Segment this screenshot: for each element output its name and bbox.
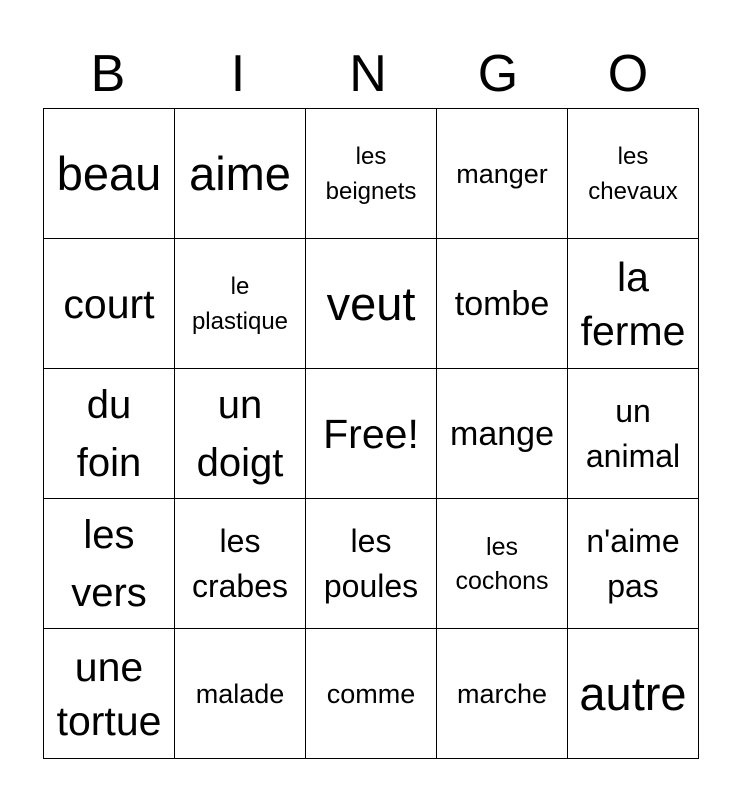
cell-label: veut (326, 276, 416, 330)
cell-label: aime (189, 146, 291, 200)
board-row (44, 109, 699, 239)
bingo-cell[interactable] (437, 109, 568, 239)
cell-label: tombe (454, 284, 550, 323)
cell-label: une tortue (56, 643, 162, 744)
bingo-cell[interactable] (175, 629, 306, 759)
cell-label: les vers (71, 512, 147, 615)
cell-label: du foin (76, 382, 142, 485)
bingo-cell[interactable] (44, 239, 175, 369)
bingo-cell[interactable] (306, 239, 437, 369)
bingo-cell[interactable] (437, 239, 568, 369)
bingo-board (43, 108, 699, 759)
cell-label: la ferme (580, 253, 686, 354)
cell-label: manger (456, 158, 548, 189)
bingo-cell[interactable] (175, 109, 306, 239)
bingo-cell[interactable] (568, 109, 699, 239)
bingo-cell[interactable] (437, 629, 568, 759)
cell-label: comme (326, 678, 416, 709)
cell-label: mange (450, 414, 554, 453)
cell-label: autre (579, 666, 687, 720)
cell-label: les beignets (325, 142, 417, 205)
bingo-cell[interactable] (568, 499, 699, 629)
free-space-cell[interactable] (306, 369, 437, 499)
cell-label: n'aime pas (586, 522, 680, 604)
cell-label: les cochons (455, 532, 549, 595)
cell-label: marche (456, 678, 548, 709)
cell-label: un doigt (196, 382, 284, 485)
bingo-cell[interactable] (568, 239, 699, 369)
bingo-cell[interactable] (175, 369, 306, 499)
bingo-cell[interactable] (44, 369, 175, 499)
free-space-label: Free! (323, 410, 419, 457)
bingo-cell[interactable] (175, 499, 306, 629)
cell-label: les chevaux (588, 142, 678, 205)
header-letter-g: G (477, 45, 519, 103)
cell-label: les poules (323, 522, 419, 604)
bingo-cell[interactable] (44, 109, 175, 239)
cell-label: court (63, 280, 155, 327)
bingo-cell[interactable] (437, 369, 568, 499)
header-letter-n: N (349, 45, 387, 103)
cell-label: un animal (585, 392, 681, 474)
board-row (44, 499, 699, 629)
header-letter-b: B (90, 45, 126, 103)
bingo-cell[interactable] (437, 499, 568, 629)
header-letter-i: I (230, 45, 246, 103)
cell-label: les crabes (191, 522, 289, 604)
bingo-cell[interactable] (44, 499, 175, 629)
bingo-header (43, 44, 693, 104)
bingo-cell[interactable] (306, 629, 437, 759)
bingo-cell[interactable] (568, 369, 699, 499)
bingo-cell[interactable] (175, 239, 306, 369)
bingo-cell[interactable] (44, 629, 175, 759)
bingo-cell[interactable] (568, 629, 699, 759)
bingo-cell[interactable] (306, 499, 437, 629)
cell-label: beau (56, 146, 162, 200)
board-row (44, 369, 699, 499)
cell-label: malade (195, 678, 285, 709)
bingo-cell[interactable] (306, 109, 437, 239)
cell-label: le plastique (191, 272, 289, 335)
board-row (44, 629, 699, 759)
header-letter-o: O (607, 45, 649, 103)
board-row (44, 239, 699, 369)
